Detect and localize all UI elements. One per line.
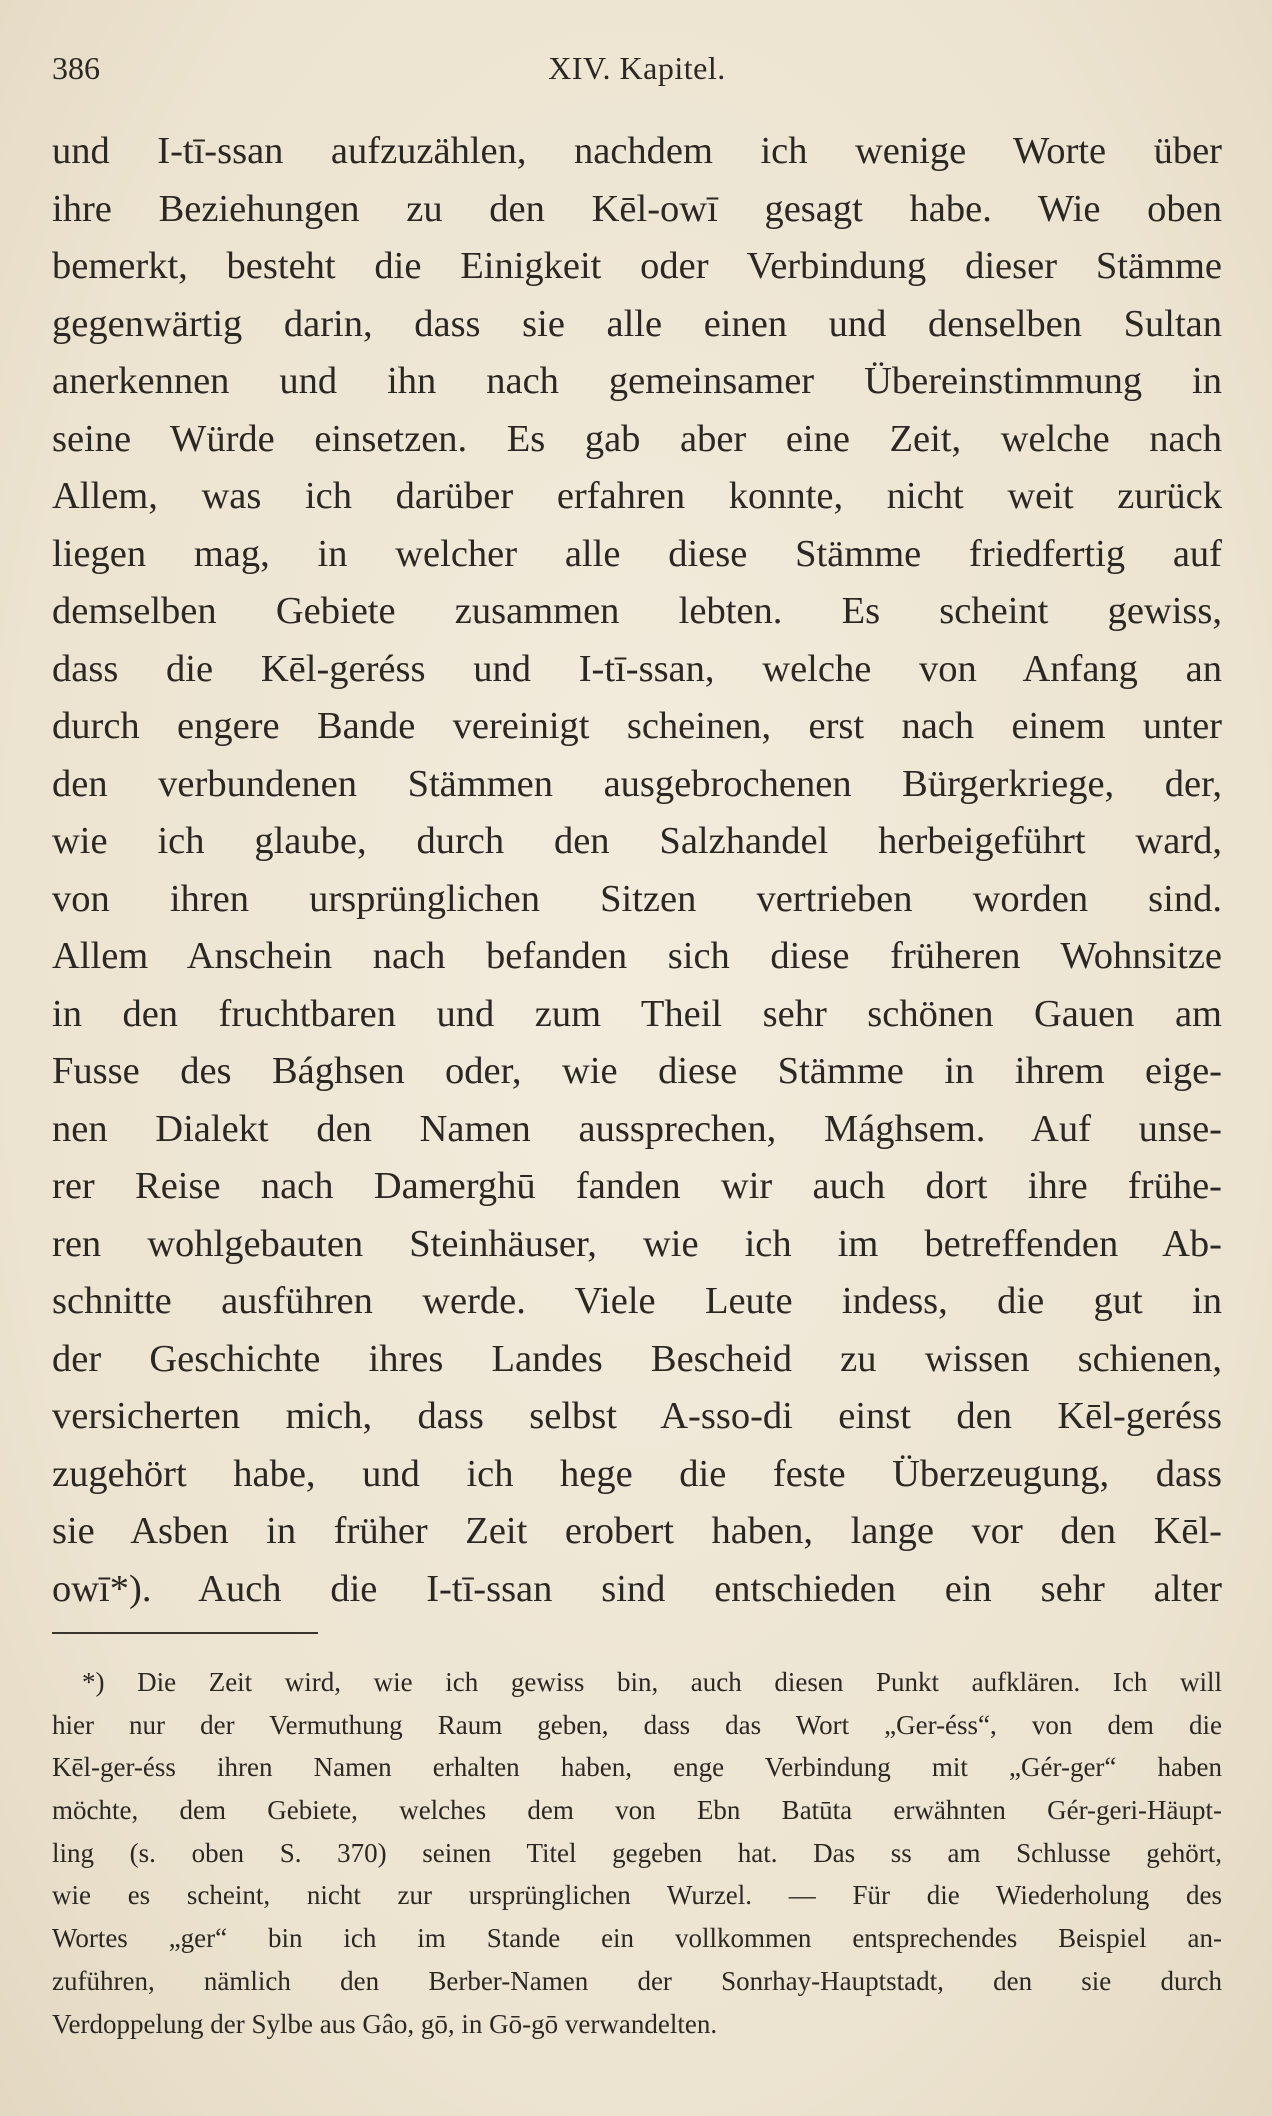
footnote-line: hier nur der Vermuthung Raum geben, dass das Wort „Ger-éss“, von dem die [52,1709,1222,1740]
text-line: von ihren ursprünglichen Sitzen vertrieben worden sind. [52,877,1222,920]
text-line: durch engere Bande vereinigt scheinen, erst nach einem unter [52,705,1222,747]
text-line: wie ich glaube, durch den Salzhandel herbeigeführt ward, [52,820,1222,862]
text-line: den verbundenen Stämmen ausgebrochenen Bürgerkriege, der, [52,762,1222,805]
text-line: ihre Beziehungen zu den Kēl-owī gesagt habe. Wie oben [52,187,1222,230]
text-line: versicherten mich, dass selbst A-sso-di einst den Kēl-geréss [52,1395,1222,1437]
text-line: rer Reise nach Damerghū fanden wir auch dort ihre frühe- [52,1165,1222,1207]
body-text [52,123,1222,1618]
footnote [52,1661,1222,2045]
text-line: schnitte ausführen werde. Viele Leute indess, die gut in [52,1280,1222,1322]
text-line: Allem Anschein nach befanden sich diese früheren Wohnsitze [52,935,1222,977]
text-line: und I-tī-ssan aufzuzählen, nachdem ich wenige Worte über [52,130,1222,172]
footnote-line: ling (s. oben S. 370) seinen Titel gegeben hat. Das ss am Schlusse gehört, [52,1837,1222,1868]
text-line: owī*). Auch die I-tī-ssan sind entschieden ein sehr alter [52,1567,1222,1610]
footnote-line: wie es scheint, nicht zur ursprünglichen Wurzel. — Für die Wiederholung des [52,1880,1222,1911]
text-line: anerkennen und ihn nach gemeinsamer Übereinstimmung in [52,360,1222,402]
footnote-line: zuführen, nämlich den Berber-Namen der Sonrhay-Hauptstadt, den sie durch [52,1965,1222,1996]
text-line: gegenwärtig darin, dass sie alle einen und denselben Sultan [52,302,1222,345]
running-head: XIV. Kapitel. [548,50,726,86]
text-line: dass die Kēl-geréss und I-tī-ssan, welche von Anfang an [52,647,1222,690]
text-line: sie Asben in früher Zeit erobert haben, lange vor den Kēl- [52,1510,1222,1552]
footnote-rule [52,1632,318,1634]
text-line: der Geschichte ihres Landes Bescheid zu wissen schienen, [52,1337,1222,1380]
text-line: zugehört habe, und ich hege die feste Überzeugung, dass [52,1452,1222,1495]
text-line: Fusse des Bághsen oder, wie diese Stämme in ihrem eige- [52,1050,1222,1092]
footnote-line: *) Die Zeit wird, wie ich gewiss bin, auch diesen Punkt aufklären. Ich will [82,1667,1222,1697]
footnote-line: Verdoppelung der Sylbe aus Gâo, gō, in Gō-gō verwandelten. [52,2008,718,2039]
text-line: nen Dialekt den Namen aussprechen, Mághsem. Auf unse- [52,1107,1222,1150]
text-line: bemerkt, besteht die Einigkeit oder Verbindung dieser Stämme [52,245,1222,287]
text-line: ren wohlgebauten Steinhäuser, wie ich im betreffenden Ab- [52,1222,1222,1265]
text-line: Allem, was ich darüber erfahren konnte, nicht weit zurück [52,475,1222,517]
page-number: 386 [52,50,100,86]
page-header [52,44,1222,92]
footnote-line: möchte, dem Gebiete, welches dem von Ebn Batūta erwähnten Gér-geri-Häupt- [52,1795,1222,1826]
text-line: liegen mag, in welcher alle diese Stämme friedfertig auf [52,532,1222,575]
text-line: in den fruchtbaren und zum Theil sehr schönen Gauen am [52,992,1222,1035]
text-line: demselben Gebiete zusammen lebten. Es scheint gewiss, [52,590,1222,632]
footnote-line: Kēl-ger-éss ihren Namen erhalten haben, enge Verbindung mit „Gér-ger“ haben [52,1752,1222,1783]
footnote-line: Wortes „ger“ bin ich im Stande ein vollkommen entsprechendes Beispiel an- [52,1923,1222,1954]
text-line: seine Würde einsetzen. Es gab aber eine Zeit, welche nach [52,417,1222,460]
